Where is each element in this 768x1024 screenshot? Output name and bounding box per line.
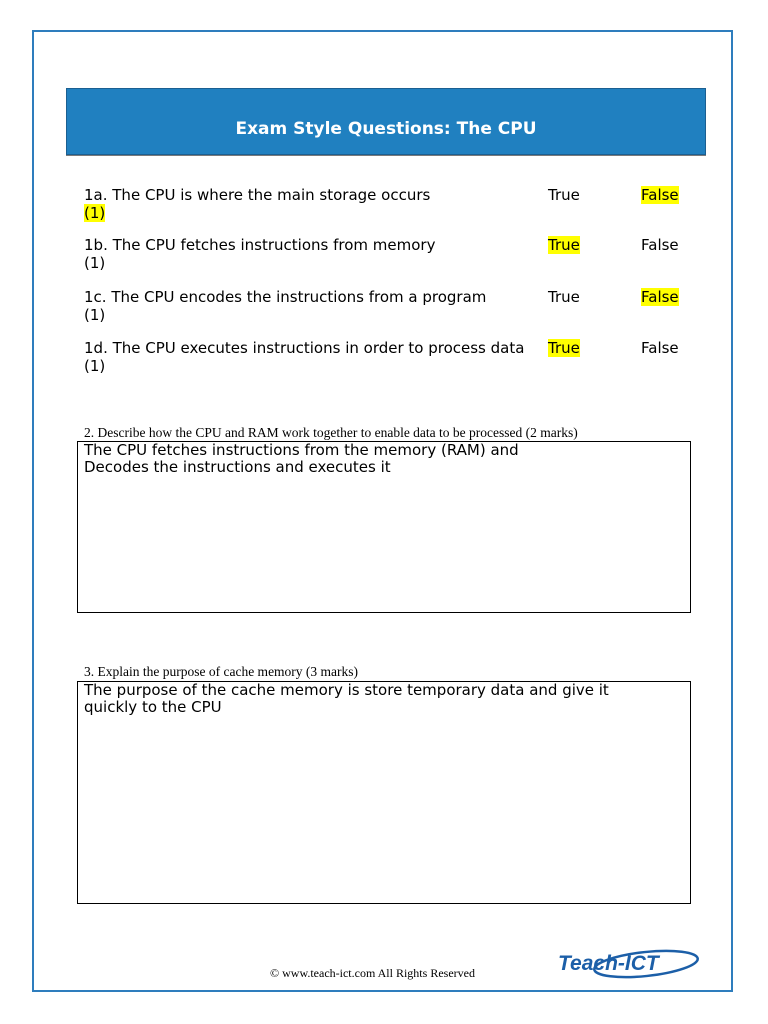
tf-question-marks: (1) (84, 204, 106, 222)
answer-line: Decodes the instructions and executes it (84, 458, 391, 476)
copyright-notice: © www.teach-ict.com All Rights Reserved (270, 966, 475, 980)
title-banner-underline (66, 155, 706, 156)
logo-text: Teach-ICT (558, 952, 659, 975)
tf-question-marks: (1) (84, 357, 106, 375)
tf-question-text: 1b. The CPU fetches instructions from memory (84, 236, 436, 254)
tf-false-option: False (641, 339, 679, 357)
tf-question-text: 1d. The CPU executes instructions in order to process data (84, 339, 525, 357)
tf-false-option: False (641, 186, 679, 204)
tf-false-option: False (641, 288, 679, 306)
tf-question-text: 1c. The CPU encodes the instructions from a program (84, 288, 487, 306)
title-banner (66, 88, 706, 155)
tf-false-option: False (641, 236, 679, 254)
tf-true-option: True (548, 236, 580, 254)
tf-question-marks: (1) (84, 306, 106, 324)
question-3-answer-box[interactable] (77, 681, 691, 904)
answer-line: quickly to the CPU (84, 698, 222, 716)
tf-true-option: True (548, 288, 580, 306)
teach-ict-logo (556, 946, 701, 980)
answer-line: The CPU fetches instructions from the memory (RAM) and (84, 441, 519, 459)
tf-true-option: True (548, 186, 580, 204)
tf-question-marks: (1) (84, 254, 106, 272)
question-2-label: 2. Describe how the CPU and RAM work together to enable data to be processed (2 marks) (84, 425, 578, 440)
tf-question-text: 1a. The CPU is where the main storage occurs (84, 186, 431, 204)
question-2-answer-box[interactable] (77, 441, 691, 613)
tf-true-option: True (548, 339, 580, 357)
question-3-label: 3. Explain the purpose of cache memory (3 marks) (84, 664, 359, 679)
answer-line: The purpose of the cache memory is store temporary data and give it (84, 681, 609, 699)
page-title: Exam Style Questions: The CPU (235, 118, 537, 139)
